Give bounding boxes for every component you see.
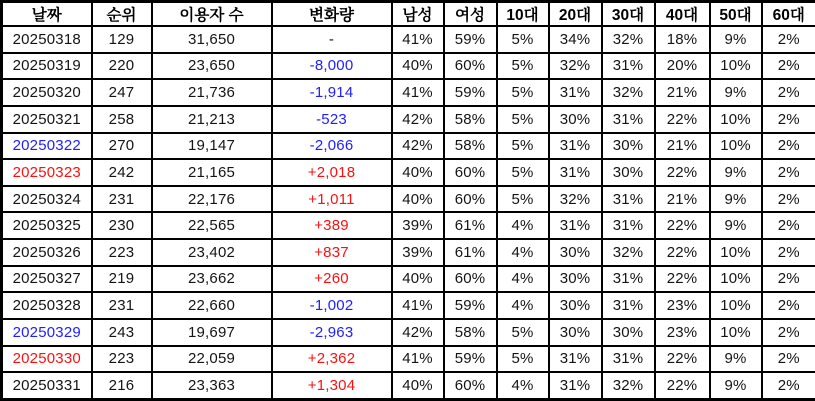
column-header-age20: 20대	[549, 2, 602, 27]
cell-change: -1,914	[272, 79, 392, 106]
cell-age10: 5%	[497, 133, 549, 160]
cell-age10: 4%	[497, 372, 549, 399]
cell-age20: 30%	[549, 292, 602, 319]
cell-male: 39%	[392, 212, 444, 239]
cell-age60: 2%	[762, 79, 815, 106]
cell-rank: 231	[92, 292, 152, 319]
cell-users: 21,165	[152, 159, 272, 186]
cell-age30: 31%	[602, 292, 655, 319]
cell-date: 20250320	[2, 79, 92, 106]
cell-age50: 10%	[710, 133, 762, 160]
cell-users: 19,697	[152, 319, 272, 346]
table-row	[2, 53, 815, 80]
cell-age60: 2%	[762, 372, 815, 399]
cell-age10: 5%	[497, 319, 549, 346]
cell-age60: 2%	[762, 53, 815, 80]
cell-female: 58%	[444, 133, 497, 160]
cell-age30: 32%	[602, 372, 655, 399]
cell-age10: 5%	[497, 79, 549, 106]
cell-age30: 32%	[602, 79, 655, 106]
cell-female: 60%	[444, 159, 497, 186]
cell-age40: 22%	[655, 239, 710, 266]
column-header-female: 여성	[444, 2, 497, 27]
cell-age40: 22%	[655, 346, 710, 373]
cell-date: 20250318	[2, 26, 92, 53]
cell-age50: 9%	[710, 372, 762, 399]
cell-female: 59%	[444, 346, 497, 373]
cell-rank: 270	[92, 133, 152, 160]
cell-age20: 31%	[549, 212, 602, 239]
cell-age50: 9%	[710, 159, 762, 186]
cell-date: 20250324	[2, 186, 92, 213]
cell-users: 31,650	[152, 26, 272, 53]
cell-age20: 31%	[549, 159, 602, 186]
cell-male: 40%	[392, 186, 444, 213]
cell-rank: 243	[92, 319, 152, 346]
cell-age20: 31%	[549, 79, 602, 106]
cell-female: 59%	[444, 292, 497, 319]
cell-age60: 2%	[762, 346, 815, 373]
column-header-rank: 순위	[92, 2, 152, 27]
cell-age60: 2%	[762, 159, 815, 186]
cell-female: 58%	[444, 319, 497, 346]
header-row	[2, 2, 815, 27]
cell-date: 20250321	[2, 106, 92, 133]
cell-age20: 30%	[549, 106, 602, 133]
cell-rank: 231	[92, 186, 152, 213]
cell-age40: 22%	[655, 212, 710, 239]
cell-male: 41%	[392, 26, 444, 53]
cell-age30: 30%	[602, 133, 655, 160]
cell-age40: 23%	[655, 319, 710, 346]
cell-age20: 31%	[549, 346, 602, 373]
cell-age30: 31%	[602, 212, 655, 239]
cell-age10: 4%	[497, 239, 549, 266]
cell-rank: 223	[92, 346, 152, 373]
cell-change: +837	[272, 239, 392, 266]
cell-age20: 31%	[549, 133, 602, 160]
cell-male: 39%	[392, 239, 444, 266]
cell-users: 21,213	[152, 106, 272, 133]
column-header-age10: 10대	[497, 2, 549, 27]
cell-age40: 20%	[655, 53, 710, 80]
cell-age50: 10%	[710, 239, 762, 266]
cell-users: 22,565	[152, 212, 272, 239]
cell-age60: 2%	[762, 106, 815, 133]
cell-rank: 129	[92, 26, 152, 53]
cell-age10: 4%	[497, 212, 549, 239]
cell-age60: 2%	[762, 26, 815, 53]
cell-change: -1,002	[272, 292, 392, 319]
cell-age40: 22%	[655, 159, 710, 186]
cell-age10: 4%	[497, 266, 549, 293]
cell-rank: 258	[92, 106, 152, 133]
table-body	[2, 26, 815, 400]
column-header-age60: 60대	[762, 2, 815, 27]
cell-female: 59%	[444, 26, 497, 53]
table-row	[2, 239, 815, 266]
cell-female: 60%	[444, 266, 497, 293]
cell-age10: 4%	[497, 292, 549, 319]
cell-male: 41%	[392, 346, 444, 373]
cell-age20: 32%	[549, 53, 602, 80]
cell-age10: 5%	[497, 106, 549, 133]
cell-male: 41%	[392, 79, 444, 106]
cell-age30: 32%	[602, 26, 655, 53]
cell-age60: 2%	[762, 266, 815, 293]
cell-date: 20250331	[2, 372, 92, 399]
cell-age30: 31%	[602, 53, 655, 80]
cell-age50: 10%	[710, 53, 762, 80]
cell-male: 40%	[392, 372, 444, 399]
cell-rank: 216	[92, 372, 152, 399]
cell-age10: 5%	[497, 53, 549, 80]
cell-age50: 9%	[710, 26, 762, 53]
cell-age30: 31%	[602, 266, 655, 293]
cell-date: 20250322	[2, 133, 92, 160]
column-header-date: 날짜	[2, 2, 92, 27]
cell-age30: 31%	[602, 186, 655, 213]
cell-age10: 5%	[497, 159, 549, 186]
cell-users: 22,660	[152, 292, 272, 319]
cell-date: 20250325	[2, 212, 92, 239]
cell-rank: 230	[92, 212, 152, 239]
cell-age30: 31%	[602, 106, 655, 133]
column-header-age50: 50대	[710, 2, 762, 27]
cell-users: 23,402	[152, 239, 272, 266]
cell-rank: 242	[92, 159, 152, 186]
cell-age10: 5%	[497, 26, 549, 53]
cell-age50: 10%	[710, 319, 762, 346]
cell-date: 20250319	[2, 53, 92, 80]
cell-male: 40%	[392, 266, 444, 293]
cell-rank: 223	[92, 239, 152, 266]
cell-age40: 22%	[655, 266, 710, 293]
cell-age40: 23%	[655, 292, 710, 319]
cell-age20: 30%	[549, 319, 602, 346]
table-header	[2, 2, 815, 27]
cell-change: -2,066	[272, 133, 392, 160]
table-row	[2, 292, 815, 319]
cell-users: 23,363	[152, 372, 272, 399]
cell-users: 23,662	[152, 266, 272, 293]
table-row	[2, 79, 815, 106]
cell-change: -8,000	[272, 53, 392, 80]
cell-age50: 10%	[710, 292, 762, 319]
cell-rank: 219	[92, 266, 152, 293]
cell-date: 20250330	[2, 346, 92, 373]
cell-female: 60%	[444, 372, 497, 399]
table-row	[2, 106, 815, 133]
cell-age60: 2%	[762, 239, 815, 266]
cell-age50: 10%	[710, 106, 762, 133]
cell-age10: 5%	[497, 186, 549, 213]
table-row	[2, 346, 815, 373]
cell-age40: 21%	[655, 133, 710, 160]
column-header-age40: 40대	[655, 2, 710, 27]
cell-male: 42%	[392, 319, 444, 346]
table-row	[2, 186, 815, 213]
cell-male: 41%	[392, 292, 444, 319]
cell-date: 20250323	[2, 159, 92, 186]
cell-change: -2,963	[272, 319, 392, 346]
cell-age20: 34%	[549, 26, 602, 53]
cell-change: +389	[272, 212, 392, 239]
cell-female: 60%	[444, 186, 497, 213]
cell-age20: 30%	[549, 266, 602, 293]
column-header-age30: 30대	[602, 2, 655, 27]
column-header-users: 이용자 수	[152, 2, 272, 27]
cell-age30: 30%	[602, 159, 655, 186]
cell-male: 40%	[392, 53, 444, 80]
cell-age60: 2%	[762, 292, 815, 319]
cell-age30: 30%	[602, 319, 655, 346]
cell-age30: 32%	[602, 239, 655, 266]
cell-change: +1,011	[272, 186, 392, 213]
cell-age50: 9%	[710, 186, 762, 213]
cell-age50: 9%	[710, 79, 762, 106]
cell-date: 20250327	[2, 266, 92, 293]
cell-female: 59%	[444, 79, 497, 106]
cell-age40: 21%	[655, 79, 710, 106]
column-header-change: 변화량	[272, 2, 392, 27]
cell-age60: 2%	[762, 186, 815, 213]
cell-age60: 2%	[762, 319, 815, 346]
table-row	[2, 133, 815, 160]
cell-date: 20250326	[2, 239, 92, 266]
cell-users: 19,147	[152, 133, 272, 160]
cell-users: 22,059	[152, 346, 272, 373]
cell-change: +260	[272, 266, 392, 293]
cell-age20: 30%	[549, 239, 602, 266]
cell-female: 60%	[444, 53, 497, 80]
cell-age10: 5%	[497, 346, 549, 373]
cell-change: +2,362	[272, 346, 392, 373]
cell-users: 21,736	[152, 79, 272, 106]
cell-female: 58%	[444, 106, 497, 133]
table-row	[2, 159, 815, 186]
cell-change: -523	[272, 106, 392, 133]
cell-date: 20250329	[2, 319, 92, 346]
cell-age60: 2%	[762, 133, 815, 160]
table-row	[2, 319, 815, 346]
table-row	[2, 212, 815, 239]
cell-female: 61%	[444, 212, 497, 239]
cell-change: +1,304	[272, 372, 392, 399]
cell-age40: 22%	[655, 372, 710, 399]
cell-rank: 220	[92, 53, 152, 80]
column-header-male: 남성	[392, 2, 444, 27]
cell-change: -	[272, 26, 392, 53]
cell-age40: 18%	[655, 26, 710, 53]
cell-age40: 21%	[655, 186, 710, 213]
cell-age50: 9%	[710, 346, 762, 373]
table-row	[2, 372, 815, 399]
cell-users: 22,176	[152, 186, 272, 213]
cell-age50: 10%	[710, 266, 762, 293]
cell-age50: 9%	[710, 212, 762, 239]
cell-female: 61%	[444, 239, 497, 266]
cell-change: +2,018	[272, 159, 392, 186]
cell-date: 20250328	[2, 292, 92, 319]
cell-rank: 247	[92, 79, 152, 106]
cell-age30: 31%	[602, 346, 655, 373]
cell-age20: 32%	[549, 186, 602, 213]
cell-users: 23,650	[152, 53, 272, 80]
table-row	[2, 26, 815, 53]
cell-age20: 31%	[549, 372, 602, 399]
table-row	[2, 266, 815, 293]
cell-male: 42%	[392, 106, 444, 133]
cell-male: 42%	[392, 133, 444, 160]
cell-male: 40%	[392, 159, 444, 186]
cell-age40: 22%	[655, 106, 710, 133]
cell-age60: 2%	[762, 212, 815, 239]
